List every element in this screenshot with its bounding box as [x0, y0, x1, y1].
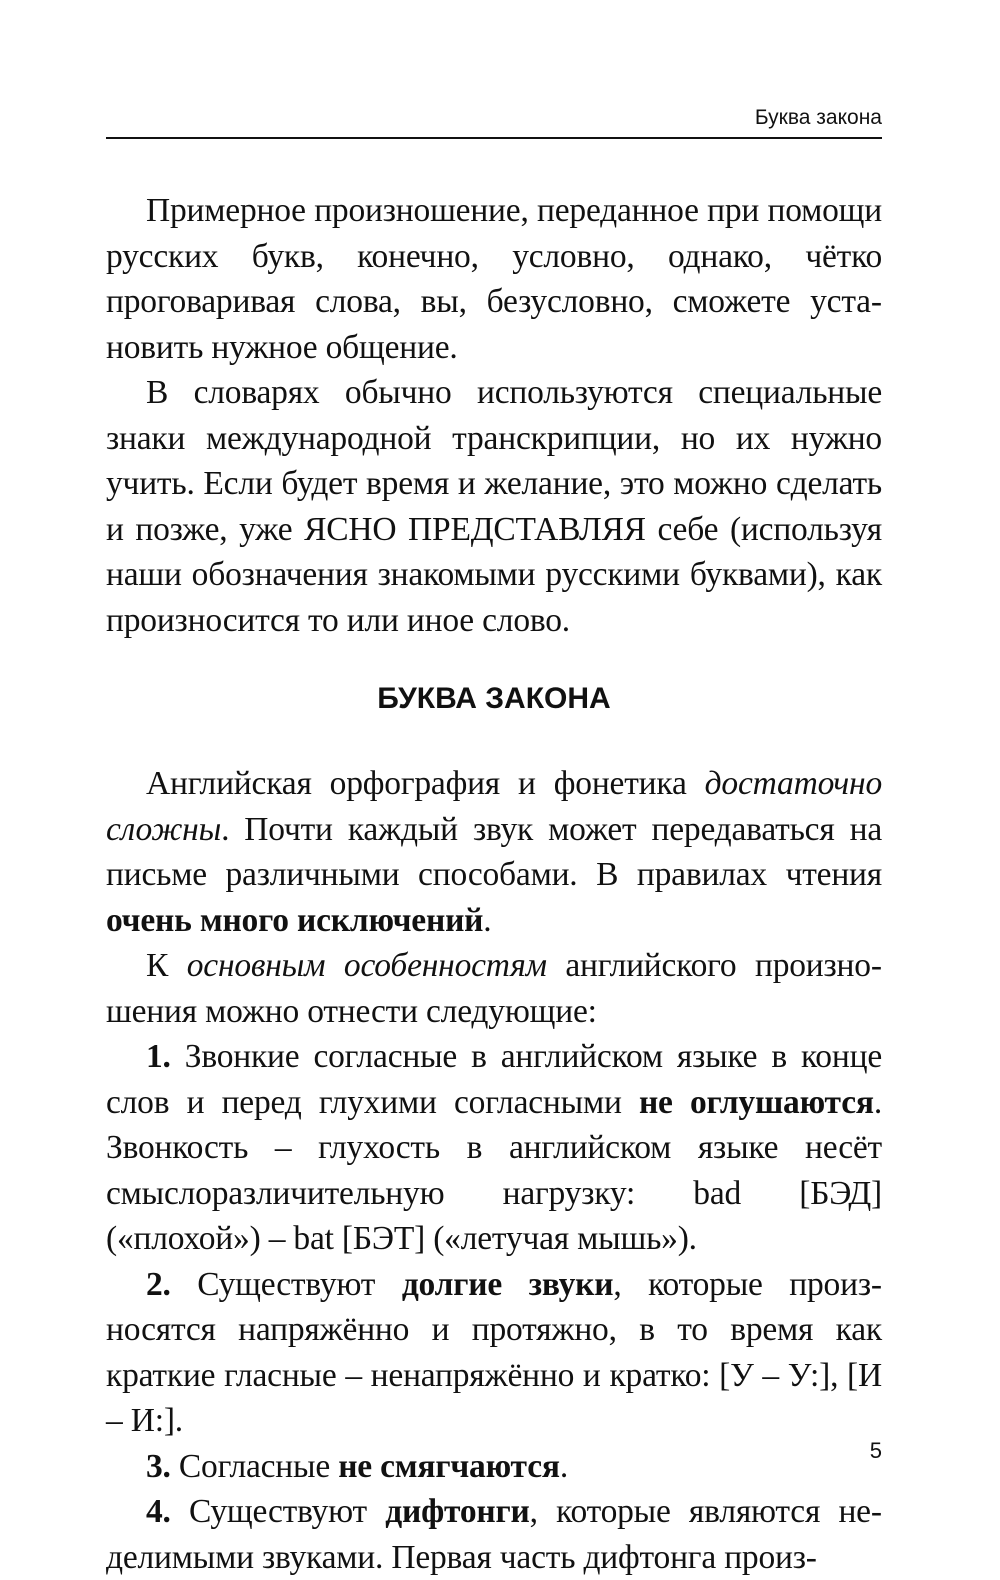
list-item-text-a: Звонкие согласные в английском языке в конце слов и перед глухими согласными — [106, 1038, 882, 1121]
list-item-text-a: Согласные — [170, 1447, 339, 1485]
paragraph-4-emphasis: основным особенностям — [186, 947, 547, 984]
list-item-text-b: . — [559, 1447, 569, 1485]
paragraph-3-part-a: Английская орфография и фонетика — [146, 765, 705, 802]
list-item-strong: не оглушаются — [638, 1083, 874, 1121]
paragraph-3-part-c: . — [483, 901, 492, 939]
list-item-text-b: , которые являются неделимыми звуками. Первая часть дифтонга произ- — [106, 1493, 882, 1576]
list-item-number: 2. — [146, 1265, 171, 1303]
section-heading: БУКВА ЗАКОНА — [377, 682, 611, 715]
list-item-strong: дифтонги — [385, 1493, 530, 1530]
list-item-number: 1. — [146, 1038, 171, 1075]
list-item-text-b: , которые произносятся напряжённо и протяжно, в то время как краткие гласные – ненапряжённо и кратко: [У – У:], [И – И:]. — [106, 1265, 883, 1439]
paragraph-3-strong: очень много исключений — [106, 901, 484, 939]
list-item-number: 3. — [146, 1447, 171, 1485]
page-number: 5 — [869, 1438, 882, 1463]
list-item-strong: не смягчаются — [338, 1447, 560, 1485]
paragraph-3-part-b: . Почти каждый звук может передаваться на письме различными способами. В правилах чтения — [106, 810, 882, 893]
page-body — [106, 188, 882, 1580]
paragraph-1: Примерное произношение, переданное при помощи русских букв, конечно, условно, однако, чётко проговаривая слова, вы, безусловно, сможете установить нужное общение. — [106, 192, 882, 366]
paragraph-4-part-b: английского произношения можно отнести следующие: — [106, 947, 882, 1030]
paragraph-4-part-a: К — [146, 947, 187, 984]
running-head: Буква закона — [754, 106, 882, 129]
paragraph-2-caps: ЯСНО ПРЕДСТАВЛЯЯ — [304, 510, 646, 548]
paragraph-2-part-a: В словарях обычно используются специальные знаки международной транскрипции, но их нужно учить. Если будет время и желание, это можно сделать и позже, уже — [106, 374, 882, 548]
list-item — [106, 1262, 882, 1444]
list-item-number: 4. — [146, 1493, 171, 1530]
paragraph-3 — [106, 761, 882, 943]
header-rule — [106, 137, 882, 139]
list-item — [106, 1034, 882, 1262]
paragraph-4 — [106, 943, 882, 1034]
paragraph-3-emphasis: достаточно сложны — [106, 765, 882, 848]
paragraph-2-part-b: себе (используя наши обозначения знакомыми русскими буквами), как произносится то или иное слово. — [106, 510, 882, 639]
list-item-strong: долгие звуки — [401, 1265, 614, 1303]
list-item-text-a: Существуют — [170, 1265, 402, 1303]
list-item-text-a: Существуют — [170, 1493, 386, 1530]
list-item — [106, 1444, 882, 1490]
paragraph-2 — [106, 370, 882, 643]
list-item-text-b: . Звонкость – глухость в английском языке несёт смыслоразличительную нагрузку: bad [БЭД] («плохой») – bat [БЭТ] («летучая мышь»). — [106, 1083, 882, 1257]
list-item — [106, 1489, 882, 1580]
